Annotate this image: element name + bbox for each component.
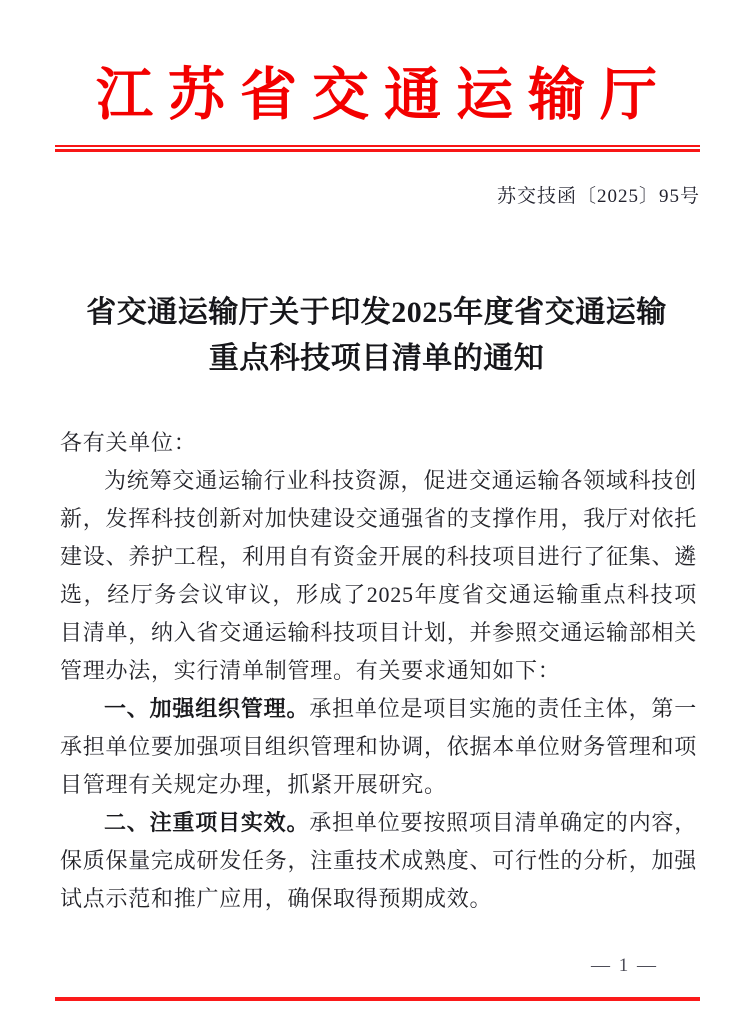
header-divider-line	[55, 145, 700, 152]
document-body	[60, 424, 697, 918]
paragraph-lead: 二、注重项目实效。	[104, 810, 310, 835]
document-title-line-2: 重点科技项目清单的通知	[208, 342, 545, 375]
agency-name-header: 江苏省交通运输厅	[96, 64, 672, 127]
paragraph	[60, 804, 697, 918]
salutation: 各有关单位：	[60, 430, 197, 455]
page-number: — 1 —	[591, 955, 658, 976]
document-number: 苏交技函〔2025〕95号	[496, 186, 700, 207]
paragraph-text: 承担单位要按照项目清单确定的内容，保质保量完成研发任务，注重技术成熟度、可行性的分析，加强试点示范和推广应用，确保取得预期成效。	[60, 810, 698, 911]
paragraph-text: 承担单位是项目实施的责任主体，第一承担单位要加强项目组织管理和协调，依据本单位财务管理和项目管理有关规定办理，抓紧开展研究。	[60, 696, 698, 797]
footer-divider-line	[55, 997, 700, 1001]
paragraph-text: 为统筹交通运输行业科技资源，促进交通运输各领域科技创新，发挥科技创新对加快建设交通强省的支撑作用，我厅对依托建设、养护工程，利用自有资金开展的科技项目进行了征集、遴选，经厅务会议审议，形成了2025年度省交通运输重点科技项目清单，纳入省交通运输科技项目计划，并参照交通运输部相关管理办法，实行清单制管理。有关要求通知如下：	[60, 468, 698, 683]
paragraph-lead: 一、加强组织管理。	[104, 696, 310, 721]
paragraph	[60, 690, 697, 804]
paragraph	[60, 462, 697, 690]
document-title-line-1: 省交通运输厅关于印发2025年度省交通运输	[86, 296, 667, 329]
document-title	[0, 290, 753, 382]
